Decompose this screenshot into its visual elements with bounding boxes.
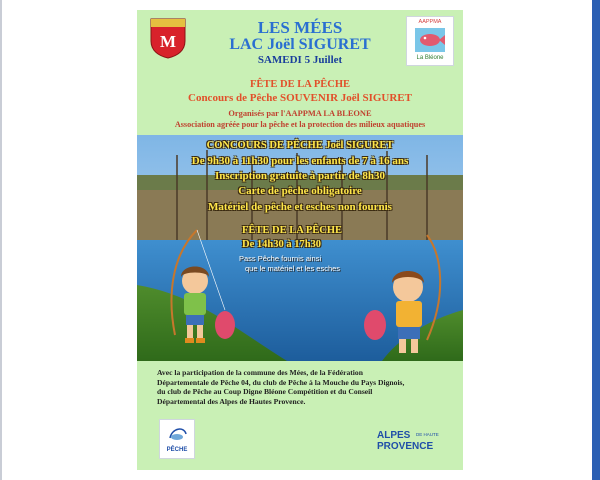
organiser-text: Organisés par l'AAPPMA LA BLEONE: [228, 109, 372, 118]
association-text: Association agréée pour la pêche et la protection des milieux aquatiques: [174, 120, 426, 129]
alpes-logo-line2: PROVENCE: [377, 441, 434, 452]
right-scrollbar-edge[interactable]: [592, 0, 600, 480]
participation-line: Départementale de Pêche 04, du club de Pêche à la Mouche du Pays Dignois,: [157, 377, 405, 387]
alpes-haute-provence-logo: [377, 428, 449, 458]
photo-line-pass-2: que le matériel et les esches: [245, 264, 341, 273]
photo-line-inscription: Inscription gratuite à partir de 8h30: [215, 170, 385, 182]
peche-logo-label: PÊCHE: [166, 447, 188, 453]
poster: [137, 10, 463, 470]
event-date: SAMEDI 5 Juillet: [257, 54, 343, 66]
aappma-logo-top-text: AAPPMA: [418, 19, 442, 25]
alpes-logo-line1: ALPES: [377, 430, 411, 441]
participation-line: Avec la participation de la commune des Mées, de la Fédération: [157, 368, 363, 377]
event-fete: FÊTE DE LA PÊCHE: [249, 79, 351, 90]
photo-line-fete: FÊTE DE LA PÊCHE: [242, 225, 343, 236]
fish-hook-icon: [160, 420, 194, 446]
event-concours: Concours de Pêche SOUVENIR Joël SIGURET: [188, 92, 412, 104]
federation-peche-logo: [159, 419, 195, 459]
participation-line: du club de Pêche au Coup Digne Bléone Compétition et du Conseil: [157, 387, 373, 396]
left-border: [0, 0, 2, 480]
photo-line-materiel: Matériel de pêche et esches non fournis: [208, 201, 392, 213]
title-lake: LAC Joël SIGURET: [229, 36, 371, 53]
participation-line: Départemental des Alpes de Hautes Provence.: [157, 396, 306, 406]
photo-line-afternoon: De 14h30 à 17h30: [242, 239, 322, 250]
aappma-logo-label: La Bléone: [416, 55, 444, 61]
photo-line-hours: De 9h30 à 11h30 pour les enfants de 7 à 16 ans: [191, 155, 409, 167]
photo-line-pass: Pass Pêche fournis ainsi: [239, 254, 322, 263]
photo-line-carte: Carte de pêche obligatoire: [238, 185, 362, 197]
crest-letter: M: [159, 32, 177, 51]
photo-line-concours: CONCOURS DE PÊCHE Joël SIGURET: [206, 140, 394, 151]
participation-text: [157, 368, 457, 406]
lake-photo: [137, 135, 463, 361]
title-town: LES MÉES: [257, 18, 343, 37]
alpes-logo-de: DE HAUTE: [416, 432, 439, 437]
